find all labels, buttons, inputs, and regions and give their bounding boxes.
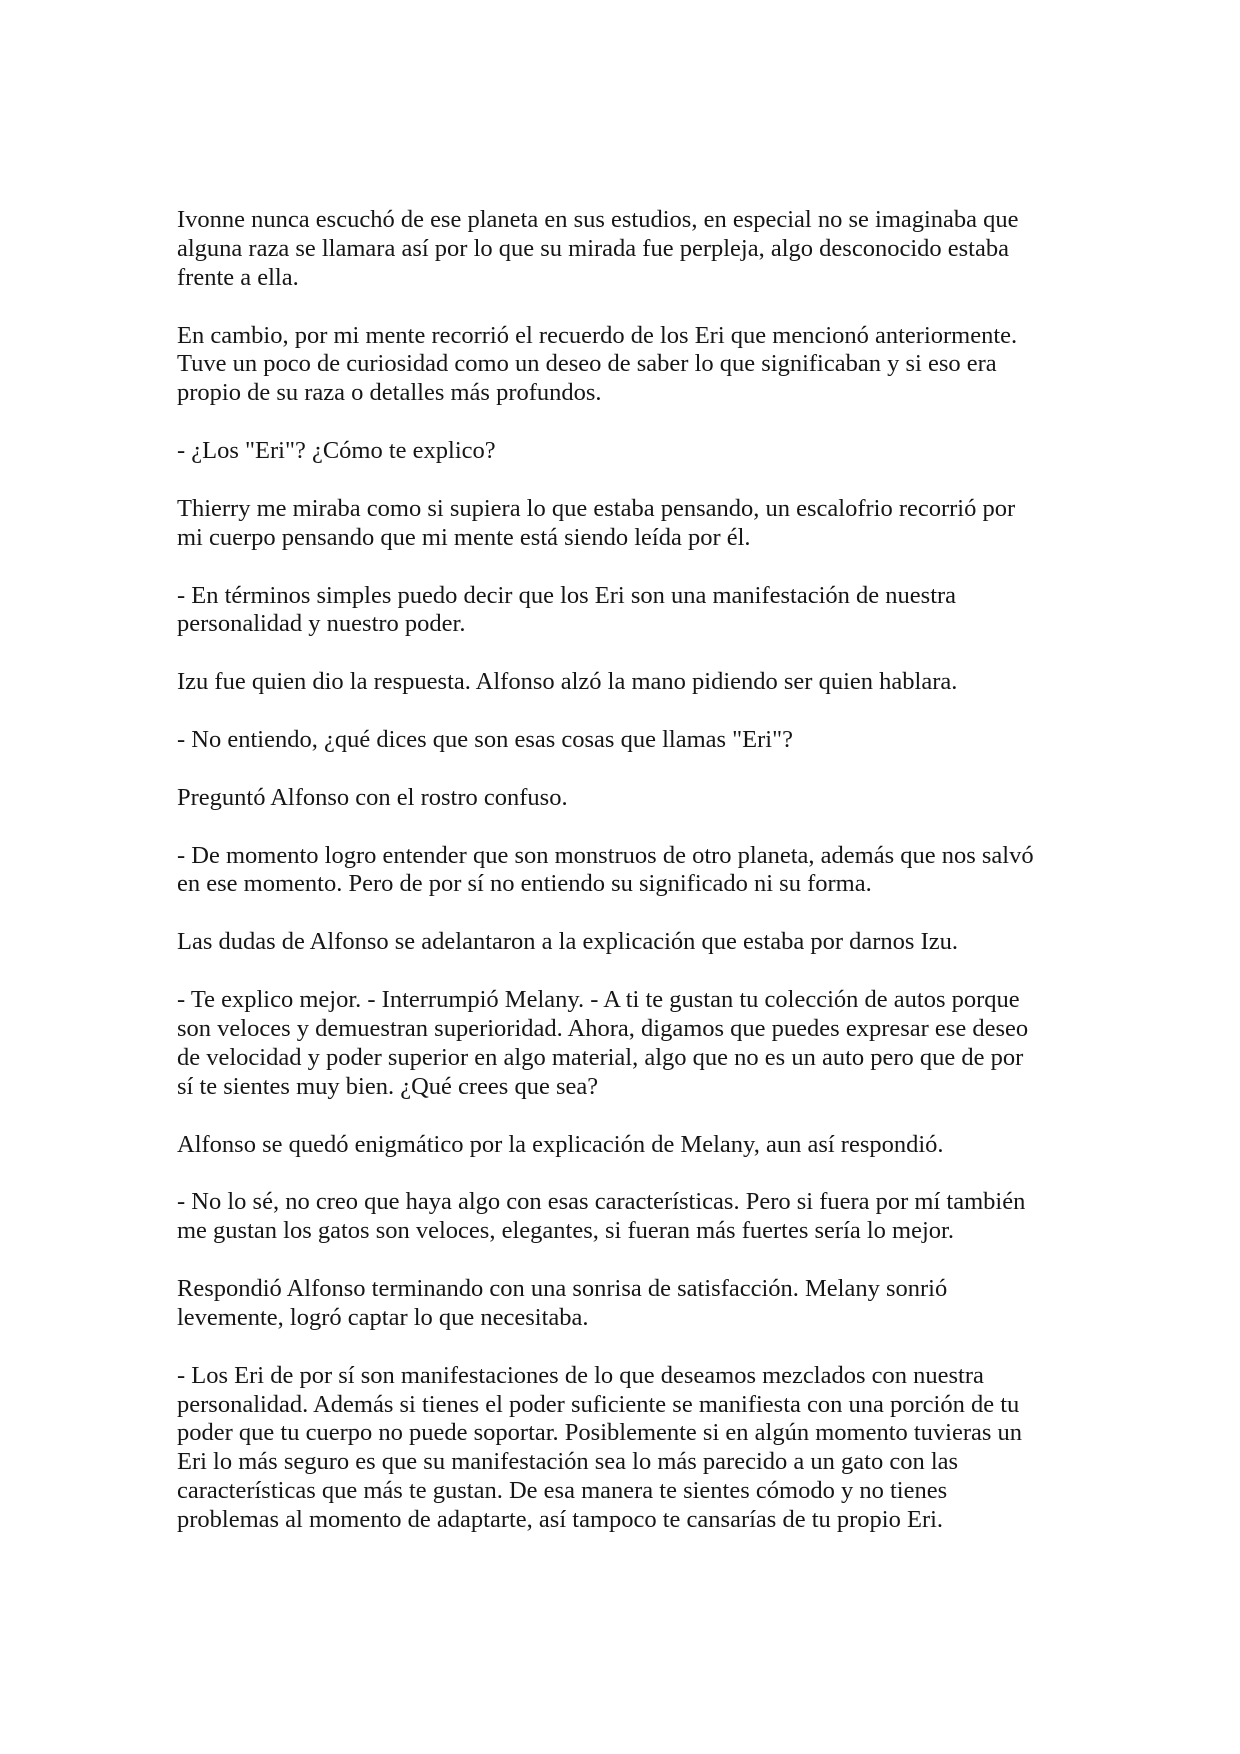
- paragraph-4: [177, 495, 1077, 553]
- text-line: Ivonne nunca escuchó de ese planeta en sus estudios, en especial no se imaginaba que: [177, 206, 1019, 233]
- paragraph-3: [177, 437, 1077, 466]
- text-line: Respondió Alfonso terminando con una sonrisa de satisfacción. Melany sonrió: [177, 1274, 948, 1302]
- text-line: - ¿Los "Eri"? ¿Cómo te explico?: [177, 437, 496, 465]
- text-line: levemente, logró captar lo que necesitaba.: [177, 1303, 589, 1331]
- text-line: Tuve un poco de curiosidad como un deseo de saber lo que significaban y si eso era: [177, 350, 997, 378]
- text-line: Izu fue quien dio la respuesta. Alfonso alzó la mano pidiendo ser quien hablara.: [177, 668, 958, 696]
- paragraph-11: [177, 986, 1077, 1102]
- text-line: - Los Eri de por sí son manifestaciones de lo que deseamos mezclados con nuestra: [177, 1361, 984, 1389]
- paragraph-5: [177, 582, 1077, 640]
- body-text: [177, 206, 1077, 1535]
- text-line: Alfonso se quedó enigmático por la explicación de Melany, aun así respondió.: [177, 1130, 944, 1158]
- text-line: - De momento logro entender que son monstruos de otro planeta, además que nos salvó: [177, 841, 1034, 869]
- text-line: - Te explico mejor. - Interrumpió Melany. - A ti te gustan tu colección de autos porque: [177, 986, 1020, 1014]
- text-line: alguna raza se llamara así por lo que su mirada fue perpleja, algo desconocido estaba: [177, 234, 1009, 262]
- text-line: problemas al momento de adaptarte, así tampoco te cansarías de tu propio Eri.: [177, 1506, 944, 1534]
- paragraph-13: [177, 1188, 1077, 1246]
- paragraph-8: [177, 784, 1077, 813]
- text-line: Las dudas de Alfonso se adelantaron a la explicación que estaba por darnos Izu.: [177, 928, 958, 956]
- text-line: me gustan los gatos son veloces, elegantes, si fueran más fuertes sería lo mejor.: [177, 1217, 954, 1245]
- paragraph-1: [177, 206, 1077, 293]
- paragraph-14: [177, 1275, 1077, 1333]
- text-line: características que más te gustan. De esa manera te sientes cómodo y no tienes: [177, 1477, 948, 1505]
- text-line: propio de su raza o detalles más profundos.: [177, 379, 602, 407]
- text-line: en ese momento. Pero de por sí no entiendo su significado ni su forma.: [177, 870, 872, 898]
- paragraph-2: [177, 322, 1077, 409]
- paragraph-12: [177, 1131, 1077, 1160]
- text-line: frente a ella.: [177, 263, 299, 291]
- text-line: En cambio, por mi mente recorrió el recuerdo de los Eri que mencionó anteriormente.: [177, 321, 1018, 349]
- text-line: sí te sientes muy bien. ¿Qué crees que sea?: [177, 1072, 599, 1100]
- paragraph-10: [177, 928, 1077, 957]
- text-line: Preguntó Alfonso con el rostro confuso.: [177, 783, 568, 811]
- paragraph-7: [177, 726, 1077, 755]
- text-line: son veloces y demuestran superioridad. Ahora, digamos que puedes expresar ese deseo: [177, 1014, 1029, 1042]
- text-line: - No entiendo, ¿qué dices que son esas cosas que llamas "Eri"?: [177, 726, 793, 754]
- text-line: Eri lo más seguro es que su manifestación sea lo más parecido a un gato con las: [177, 1448, 959, 1476]
- text-line: - No lo sé, no creo que haya algo con esas características. Pero si fuera por mí también: [177, 1188, 1026, 1216]
- paragraph-9: [177, 842, 1077, 900]
- text-line: de velocidad y poder superior en algo material, algo que no es un auto pero que de por: [177, 1043, 1024, 1071]
- text-line: - En términos simples puedo decir que los Eri son una manifestación de nuestra: [177, 581, 957, 609]
- text-line: personalidad. Además si tienes el poder suficiente se manifiesta con una porción de tu: [177, 1390, 1020, 1418]
- text-line: poder que tu cuerpo no puede soportar. Posiblemente si en algún momento tuvieras un: [177, 1419, 1023, 1447]
- text-line: Thierry me miraba como si supiera lo que estaba pensando, un escalofrio recorrió por: [177, 494, 1016, 522]
- paragraph-15: [177, 1362, 1077, 1535]
- paragraph-6: [177, 668, 1077, 697]
- text-line: personalidad y nuestro poder.: [177, 610, 466, 638]
- text-line: mi cuerpo pensando que mi mente está siendo leída por él.: [177, 523, 751, 551]
